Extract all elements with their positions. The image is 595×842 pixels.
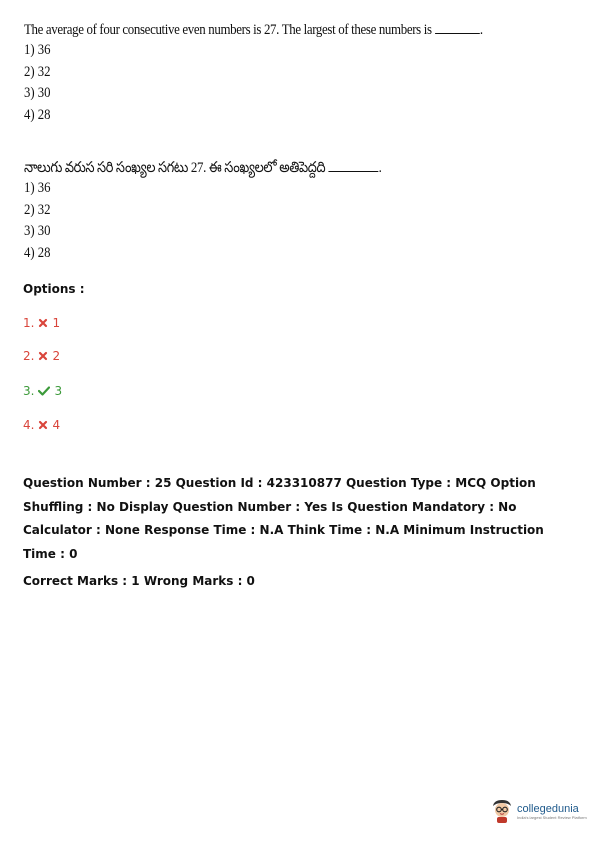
choice-prefix: 3. [23, 384, 35, 398]
cross-icon [38, 318, 48, 328]
answer-blank [435, 21, 480, 34]
option-te-2: 2) 32 [24, 201, 51, 218]
option-te-4: 4) 28 [24, 244, 51, 261]
choice-1 [23, 316, 60, 330]
choice-prefix: 2. [23, 349, 35, 363]
option-en-3: 3) 30 [24, 85, 51, 101]
question-english [24, 20, 564, 126]
collegedunia-logo [490, 798, 587, 824]
option-te-1: 1) 36 [24, 180, 51, 196]
choice-4 [23, 418, 60, 432]
option-en-2: 2) 32 [24, 63, 51, 80]
option-en-4: 4) 28 [24, 106, 51, 123]
choice-3 [23, 384, 62, 398]
cross-icon [38, 420, 48, 430]
marks-info: Correct Marks : 1 Wrong Marks : 0 [23, 574, 255, 588]
option-en-1: 1) 36 [24, 42, 51, 58]
question-stem-te: నాలుగు వరుస సరి సంఖ్యల సగటు 27. ఈ సంఖ్యలలో అతిపెద్దది . [24, 160, 382, 176]
question-stem-te-text: నాలుగు వరుస సరి సంఖ్యల సగటు 27. ఈ సంఖ్యలలో అతిపెద్దది [24, 160, 326, 176]
question-telugu [24, 158, 564, 264]
choice-2 [23, 349, 60, 363]
question-metadata [23, 472, 578, 594]
check-icon [38, 386, 50, 396]
answer-blank [329, 159, 379, 172]
brand-name: collegedunia [517, 802, 579, 815]
brand-tagline: India's largest Student Review Platform [517, 814, 587, 820]
metadata-details: Question Number : 25 Question Id : 423310877 Question Type : MCQ Option Shuffling : No Display Question Number : Yes Is Question Mandatory : No Calculator : None Response Time : N.A Think Time : N.A Minimum Instruction Time : 0 [23, 476, 544, 561]
question-stem-en: The average of four consecutive even numbers is 27. The largest of these numbers is . [24, 22, 483, 38]
choice-value: 3 [54, 384, 63, 398]
choice-value: 1 [52, 316, 61, 330]
logo-text [517, 803, 587, 820]
choice-value: 2 [52, 349, 61, 363]
choice-value: 4 [52, 418, 61, 432]
choice-prefix: 4. [23, 418, 35, 432]
cross-icon [38, 351, 48, 361]
question-stem-en-text: The average of four consecutive even numbers is 27. The largest of these numbers is [24, 22, 432, 38]
option-te-3: 3) 30 [24, 223, 51, 239]
mascot-icon [490, 798, 514, 824]
options-label: Options : [23, 282, 85, 296]
choice-prefix: 1. [23, 316, 35, 330]
